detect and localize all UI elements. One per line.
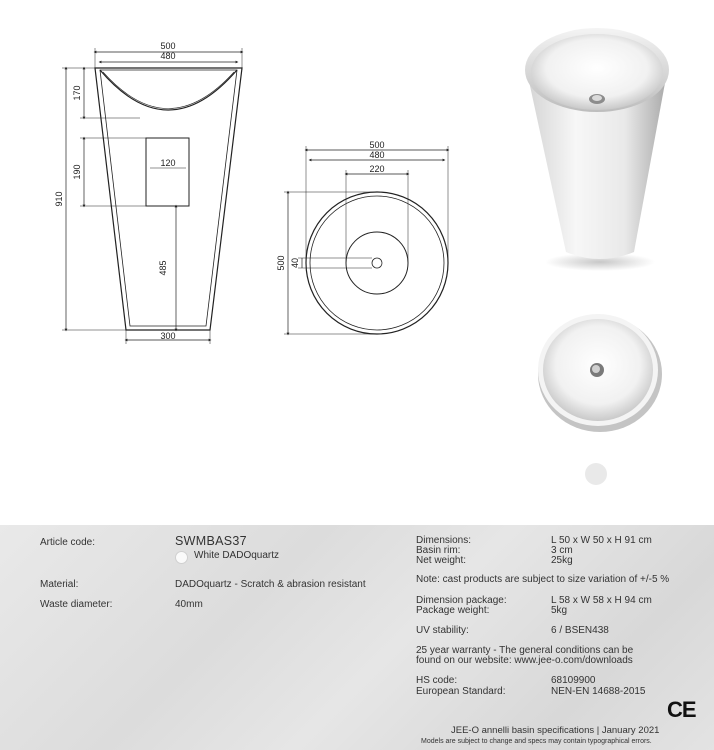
uv-stability-label: UV stability: — [416, 625, 469, 636]
package-weight-value: 5kg — [551, 605, 568, 616]
package-dimension-label: Dimension package: — [416, 595, 507, 606]
european-standard-value: NEN-EN 14688-2015 — [551, 686, 646, 697]
top-bowl-width: 220 — [369, 164, 385, 174]
pedestal-basin-image — [525, 28, 669, 271]
basin-top-image — [538, 314, 662, 432]
side-opening-width: 120 — [160, 158, 176, 168]
side-top-outer-width: 500 — [160, 41, 176, 51]
side-lower-height: 485 — [158, 260, 168, 276]
basin-rim-label: Basin rim: — [416, 545, 461, 556]
dimensions-value: L 50 x W 50 x H 91 cm — [551, 535, 652, 546]
package-dimension-value: L 58 x W 58 x H 94 cm — [551, 595, 652, 606]
european-standard-label: European Standard: — [416, 686, 506, 697]
finish-label: White DADOquartz — [194, 550, 280, 561]
side-view-drawing — [62, 48, 242, 344]
side-base-width: 300 — [160, 331, 176, 341]
article-code-label: Article code: — [40, 537, 96, 548]
footer-disclaimer: Models are subject to change and specs may contain typographical errors. — [421, 738, 652, 745]
side-bowl-depth: 170 — [72, 85, 82, 101]
article-code-value: SWMBAS37 — [175, 534, 247, 548]
top-outer-width: 500 — [369, 140, 385, 150]
color-swatch-dot — [585, 463, 607, 485]
ce-mark: CE — [667, 697, 696, 722]
uv-stability-value: 6 / BSEN438 — [551, 625, 609, 636]
side-top-inner-width: 480 — [160, 51, 176, 61]
basin-rim-value: 3 cm — [551, 545, 573, 556]
top-waste-diameter: 40 — [290, 257, 300, 269]
net-weight-value: 25kg — [551, 555, 573, 566]
side-opening-height: 190 — [72, 164, 82, 180]
material-value: DADOquartz - Scratch & abrasion resistant — [175, 579, 366, 590]
top-inner-width: 480 — [369, 150, 385, 160]
dimensions-label: Dimensions: — [416, 535, 472, 546]
waste-diameter-value: 40mm — [175, 599, 203, 610]
white-finish-swatch — [175, 551, 188, 564]
warranty-line-1: 25 year warranty - The general conditions can be — [416, 645, 634, 656]
specifications-panel — [0, 525, 714, 750]
material-label: Material: — [40, 579, 79, 590]
hs-code-label: HS code: — [416, 675, 458, 686]
footer-title: JEE-O annelli basin specifications | January 2021 — [451, 725, 660, 736]
net-weight-label: Net weight: — [416, 555, 467, 566]
warranty-line-2: found on our website: www.jee-o.com/downloads — [416, 655, 633, 666]
waste-diameter-label: Waste diameter: — [40, 599, 113, 610]
package-weight-label: Package weight: — [416, 605, 490, 616]
side-overall-height: 910 — [54, 191, 64, 207]
top-outer-depth: 500 — [276, 255, 286, 271]
hs-code-value: 68109900 — [551, 675, 596, 686]
size-variation-note: Note: cast products are subject to size variation of +/-5 % — [416, 574, 670, 585]
top-view-drawing — [284, 146, 448, 334]
